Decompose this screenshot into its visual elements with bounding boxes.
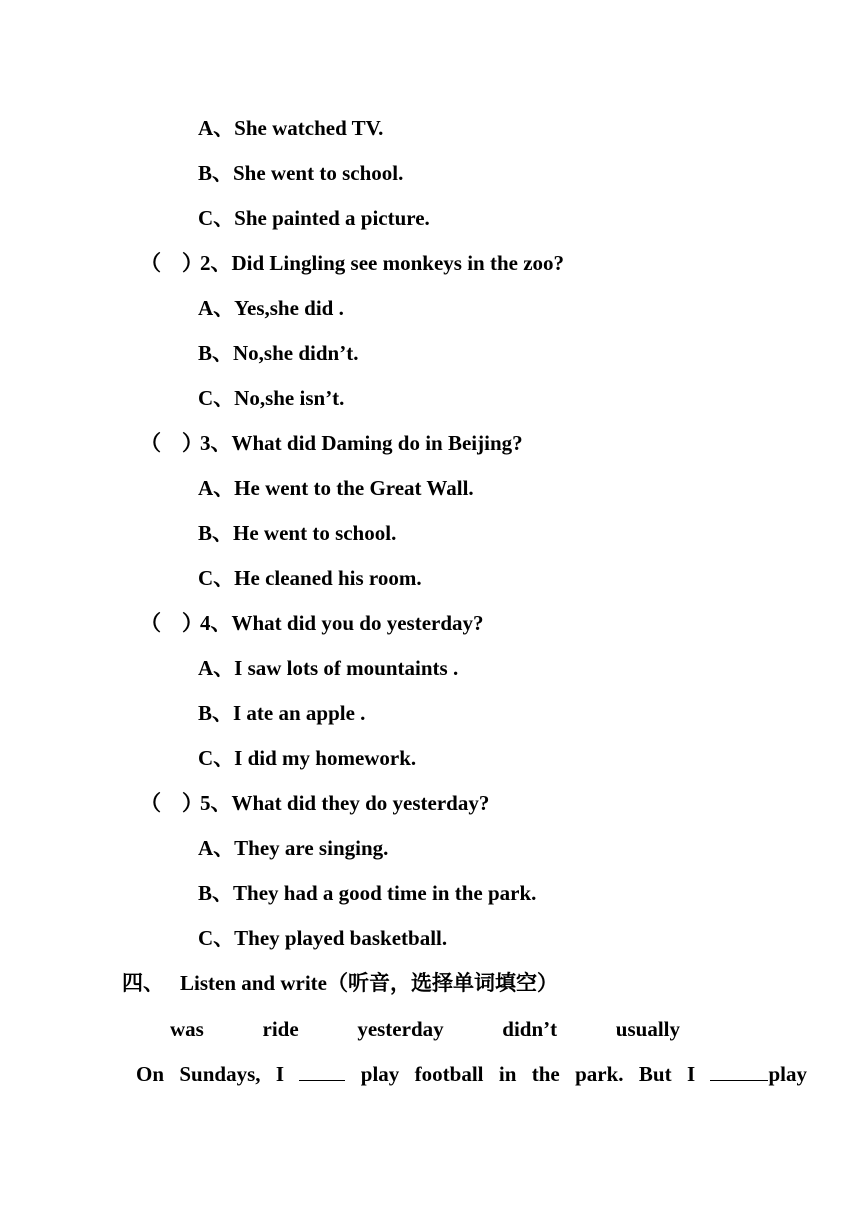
question-4	[140, 609, 484, 637]
q2-option-b: B、No,she didn’t.	[198, 341, 359, 365]
q3-option-a: A、He went to the Great Wall.	[198, 476, 474, 500]
passage-word: the	[531, 1062, 560, 1086]
passage-word: On	[136, 1062, 165, 1086]
section-number: 四、	[122, 971, 164, 995]
q5-option-a: A、They are singing.	[198, 836, 389, 860]
passage-word: in	[498, 1062, 517, 1086]
passage-word: football	[414, 1062, 484, 1086]
q3-option-c: C、He cleaned his room.	[198, 566, 422, 590]
question-2	[140, 249, 564, 277]
question-3	[140, 429, 523, 457]
word-bank	[170, 1015, 680, 1043]
question-text: 3、What did Daming do in Beijing?	[200, 431, 523, 455]
q1-option-a: A、She watched TV.	[198, 116, 384, 140]
question-text: 2、Did Lingling see monkeys in the zoo?	[200, 251, 565, 275]
q3-option-b: B、He went to school.	[198, 521, 397, 545]
passage-word: Sundays,	[179, 1062, 261, 1086]
answer-paren[interactable]: （ ）	[140, 251, 203, 275]
word-bank-item: usually	[615, 1017, 680, 1041]
answer-paren[interactable]: （ ）	[140, 611, 203, 635]
passage-word: But	[638, 1062, 672, 1086]
word-bank-item: yesterday	[357, 1017, 444, 1041]
question-5	[140, 789, 489, 817]
q2-option-a: A、Yes,she did .	[198, 296, 344, 320]
fill-blank-1[interactable]	[299, 1060, 345, 1081]
q4-option-a: A、I saw lots of mountaints .	[198, 656, 459, 680]
passage-word: park.	[575, 1062, 624, 1086]
answer-paren[interactable]: （ ）	[140, 791, 203, 815]
q5-option-b: B、They had a good time in the park.	[198, 881, 537, 905]
q2-option-c: C、No,she isn’t.	[198, 386, 345, 410]
q1-option-b: B、She went to school.	[198, 161, 404, 185]
question-text: 5、What did they do yesterday?	[200, 791, 490, 815]
passage-word: play	[360, 1062, 400, 1086]
word-bank-item: ride	[262, 1017, 299, 1041]
section-title: Listen and write（听音，选择单词填空）	[180, 971, 558, 995]
answer-paren[interactable]: （ ）	[140, 431, 203, 455]
passage-word: play	[768, 1062, 807, 1086]
q4-option-b: B、I ate an apple .	[198, 701, 366, 725]
section-4-heading	[122, 969, 558, 997]
passage-word: I	[686, 1062, 696, 1086]
word-bank-item: didn’t	[502, 1017, 558, 1041]
passage-line	[136, 1060, 807, 1088]
q1-option-c: C、She painted a picture.	[198, 206, 430, 230]
q5-option-c: C、They played basketball.	[198, 926, 448, 950]
word-bank-item: was	[170, 1017, 204, 1041]
fill-blank-2[interactable]	[710, 1060, 768, 1081]
passage-word: I	[275, 1062, 285, 1086]
question-text: 4、What did you do yesterday?	[200, 611, 484, 635]
q4-option-c: C、I did my homework.	[198, 746, 417, 770]
